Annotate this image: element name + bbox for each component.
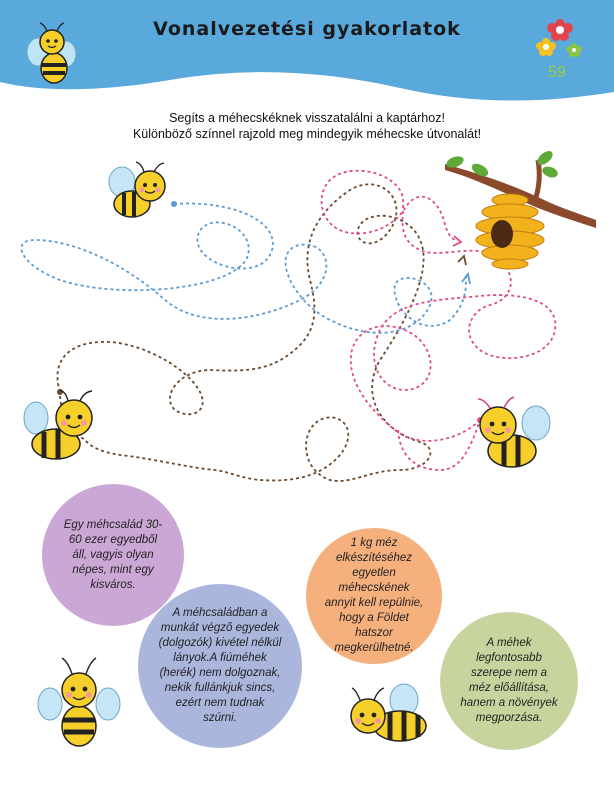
- beehive-icon: [440, 150, 600, 275]
- bee-blue-icon: [104, 160, 170, 226]
- bee-bottom-left-icon: [36, 654, 122, 750]
- bee-brown-icon: [22, 388, 102, 468]
- fact-circle-4: A méhek legfontosabb szerepe nem a méz előállítása, hanem a növények megporzása.: [440, 612, 578, 750]
- page-number: 59: [548, 64, 566, 81]
- instruction-line-1: Segíts a méhecskéknek visszatalálni a kaptárhoz!: [169, 111, 445, 125]
- instruction-line-2: Különböző színnel rajzold meg mindegyik méhecske útvonalát!: [132, 127, 482, 141]
- fact-circle-1: Egy méhcsalád 30-60 ezer egyedből áll, vagyis olyan népes, mint egy kisváros.: [42, 484, 184, 626]
- bee-bottom-middle-icon: [346, 680, 436, 750]
- fact-circle-3: 1 kg méz elkészítéséhez egyetlen méhecskének annyit kell repülnie, hogy a Földet hatszor megkerülhetné.: [306, 528, 442, 664]
- maze-path-blue: [21, 203, 466, 332]
- page-title: Vonalvezetési gyakorlatok: [153, 18, 461, 40]
- bee-pink-icon: [470, 395, 554, 475]
- fact-circle-2: A méhcsaládban a munkát végző egyedek (dolgozók) kivétel nélkül lányok.A fiúméhek (herék) nem dolgoznak, nekik fullánkjuk sincs, ezért nem tudnak szúrni.: [138, 584, 302, 748]
